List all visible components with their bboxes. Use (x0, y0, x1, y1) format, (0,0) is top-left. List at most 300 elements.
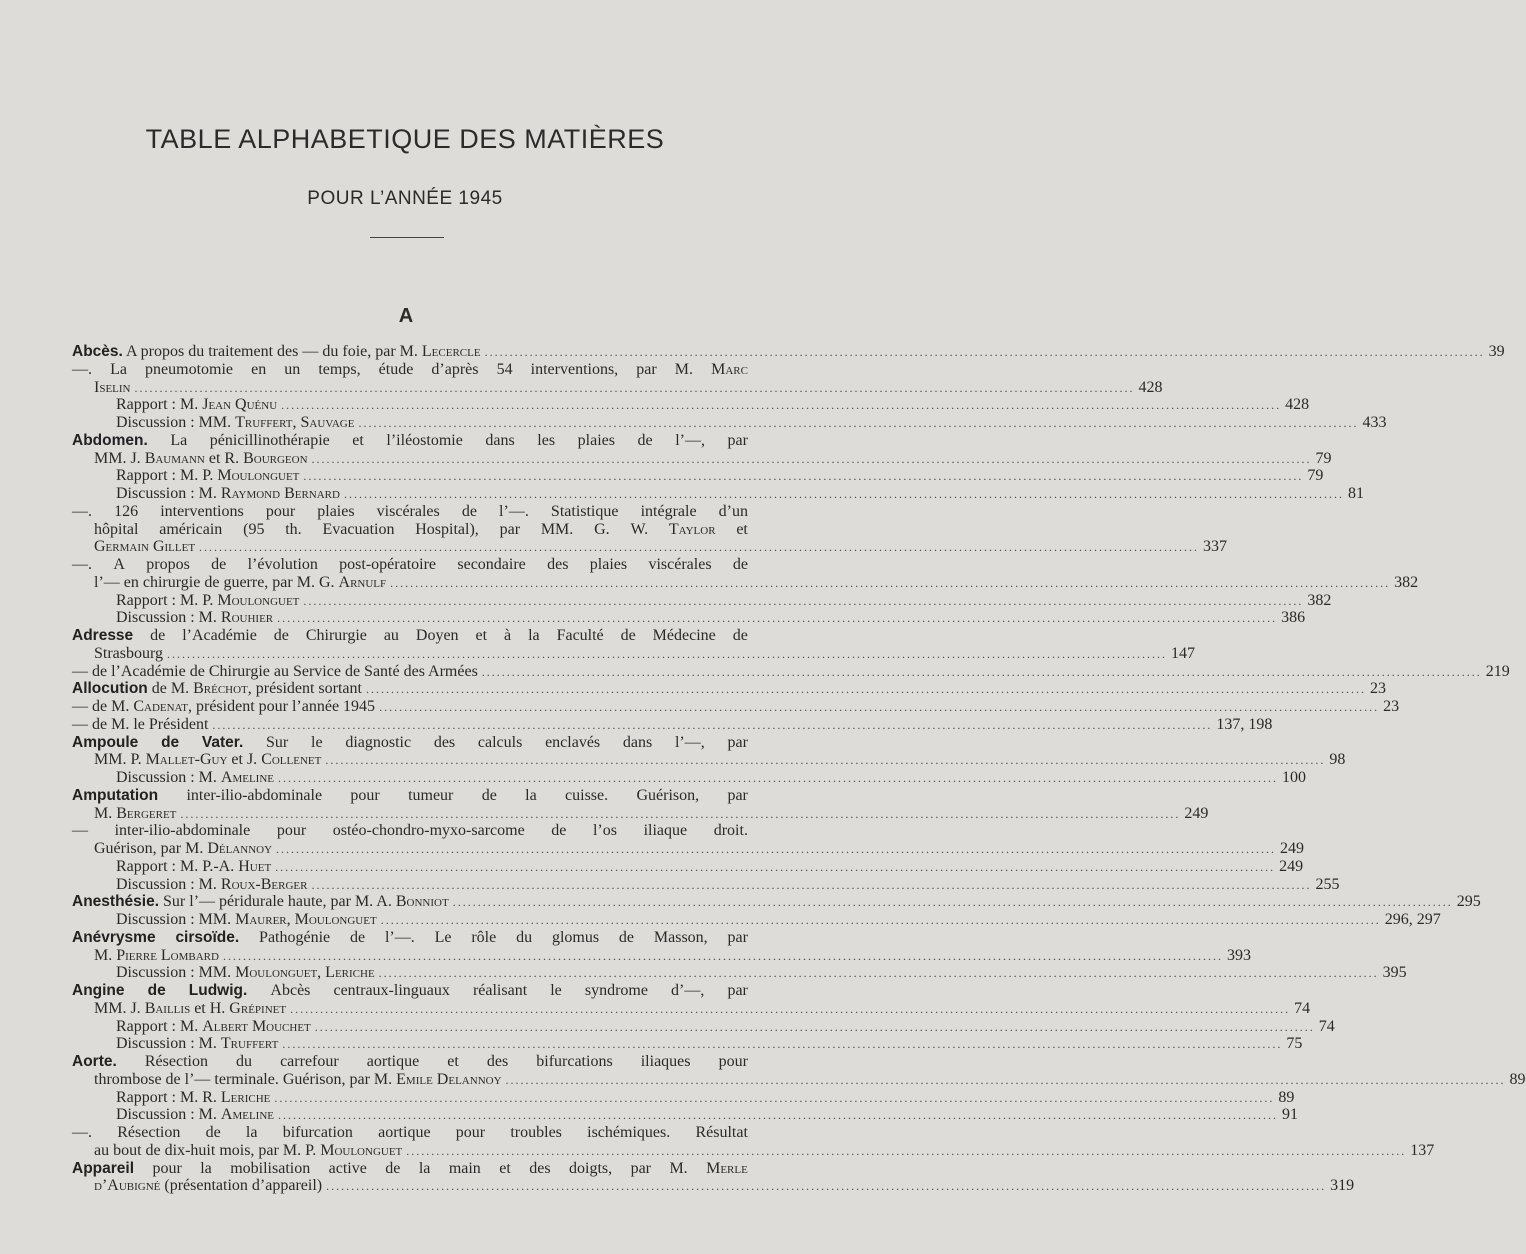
page-number: 81 (1347, 485, 1364, 502)
entry-text: Discussion : MM. (116, 911, 236, 928)
entry-text-word: centraux-linguaux (333, 982, 450, 999)
index-line (72, 573, 1419, 592)
leader-dots: ........................................................................................................................................................................................................ (343, 487, 1344, 501)
entry-text-word: Résection (144, 1053, 208, 1070)
page-number: 386 (1281, 609, 1306, 627)
entry-text: Sur l’— péridurale haute, par M. A. (159, 893, 396, 911)
entry-text-word: secondaire (457, 556, 526, 573)
entry-text-word: MM. (540, 520, 574, 538)
title-rule (370, 237, 444, 238)
author-name: Moulonguet (320, 1141, 403, 1159)
entry-text-word: pour (152, 1159, 182, 1177)
entry-text-word: La (110, 360, 127, 378)
entry-text: de M. (147, 680, 194, 698)
entry-text: Rapport : M. P. (116, 591, 218, 609)
entry-text: Discussion : M. (116, 1035, 221, 1053)
leader-dots: ........................................................................................................................................................................................................ (390, 575, 1391, 590)
author-name: Emile Delannoy (396, 1070, 502, 1088)
author-name: Mallet-Guy (145, 751, 228, 769)
entry-text-word: l’—. (499, 502, 529, 520)
leader-dots: ........................................................................................................................................................................................................ (276, 842, 1277, 856)
entry-text-word: interventions (160, 502, 244, 520)
entry-text: MM. J. (94, 449, 145, 467)
entry-text-word: l’os (592, 822, 617, 840)
entry-text-word: et (475, 627, 488, 644)
entry-text-word: carrefour (280, 1053, 339, 1070)
index-line (72, 432, 748, 450)
entry-text-word: et (352, 431, 364, 449)
entry-text-word: de (481, 786, 497, 804)
page-number: 319 (1330, 1177, 1355, 1195)
entry-text-word: du (516, 928, 533, 946)
author-name: Roux-Berger (220, 875, 308, 893)
author-name: Bréchot (193, 680, 248, 698)
leader-dots: ........................................................................................................................................................................................................ (282, 1037, 1283, 1052)
author-name-word: Marc (711, 360, 748, 378)
entry-text-word: la (200, 1159, 212, 1177)
entry-body (116, 467, 299, 485)
page-number: 79 (1307, 467, 1324, 485)
entry-text-word: Hospital), (415, 520, 479, 538)
page-number: 100 (1282, 769, 1307, 786)
entry-text-word: inter-ilio-abdominale (114, 822, 251, 840)
entry-body (116, 592, 299, 610)
entry-text: — de M. le Président (72, 715, 209, 733)
page-number: 433 (1362, 414, 1387, 431)
page-number: 249 (1280, 840, 1305, 857)
entry-text-word: et (447, 1053, 459, 1070)
entry-text-word: l’iléostomie (386, 431, 463, 449)
entry-text: et J. (227, 751, 262, 769)
entry-text-word: main (448, 1159, 481, 1177)
entry-text-word: mobilisation (230, 1159, 311, 1177)
entry-text: Discussion : M. (116, 875, 221, 893)
entry-text-word: d’—, (671, 982, 705, 999)
leader-dots: ........................................................................................................................................................................................................ (379, 700, 1380, 714)
entry-text: MM. P. (94, 751, 146, 769)
page-number: 89 (1509, 1070, 1526, 1088)
entry-text-word: à (504, 627, 512, 644)
section-letter: A (398, 305, 414, 327)
author-name: Jean Quénu (202, 396, 278, 414)
entry-text-word: par (727, 431, 748, 449)
entry-text-word: plaies (577, 431, 615, 449)
entry-text-word: pour (265, 502, 296, 520)
index-line (72, 840, 1305, 858)
entry-text-word: Médecine (652, 627, 716, 644)
author-name: Collenet (261, 751, 322, 769)
entry-text: Rapport : M. (116, 1017, 203, 1035)
entry-text-word: la (525, 786, 537, 804)
page-number: 75 (1286, 1035, 1303, 1053)
entry-text-word: Evacuation (322, 520, 395, 538)
leader-dots: ........................................................................................................................................................................................................ (281, 398, 1282, 413)
index-line (72, 929, 748, 947)
entry-text-word: l’Académie (182, 627, 257, 644)
author-name: Iselin (94, 378, 131, 396)
entry-text-word: M. (674, 360, 694, 378)
entry-body (116, 609, 273, 627)
entry-text: Rapport : M. P.-A. (116, 857, 239, 875)
entry-text: A propos du traitement des — du foie, par M. (122, 343, 422, 360)
entry-text: Discussion : M. (116, 609, 221, 627)
entry-text: Rapport : M. R. (116, 1088, 221, 1106)
page-number: 255 (1315, 875, 1340, 893)
entry-text-word: par (727, 786, 748, 804)
entry-text-word: aortique (366, 1053, 420, 1070)
entry-text: , président sortant (247, 680, 362, 698)
entry-text-word: des (529, 1159, 551, 1177)
entry-text: — de l’Académie de Chirurgie au Service de Santé des Armées (72, 662, 478, 680)
entry-text-word: Chirurgie (305, 627, 367, 644)
index-line (72, 715, 1273, 734)
entry-text-word: de (551, 822, 567, 840)
index-line (72, 1160, 748, 1178)
index-line (72, 822, 748, 840)
entry-keyword-word: Angine (72, 982, 125, 999)
entry-keyword-word: Ampoule (72, 733, 139, 751)
author-name: Bourgeon (243, 449, 308, 467)
entry-body (94, 751, 321, 769)
entry-text-word: par (727, 733, 748, 751)
entry-text-word: A (113, 556, 125, 573)
entry-text-word: diagnostic (345, 733, 412, 751)
page-number: 428 (1285, 396, 1310, 414)
entry-text-word: en (251, 360, 267, 378)
entry-text-word: dans (622, 733, 653, 751)
entry-text-word: des (486, 1053, 509, 1070)
author-name: Germain Gillet (94, 538, 196, 556)
index-line (72, 1141, 1435, 1160)
leader-dots: ........................................................................................................................................................................................................ (481, 664, 1482, 679)
entry-body (72, 343, 481, 361)
entry-text: Strasbourg (94, 644, 164, 662)
author-name: Bergeret (116, 804, 177, 822)
entry-text-word: d’un (718, 502, 748, 520)
entry-body (94, 1177, 322, 1195)
index-line (72, 503, 748, 521)
entry-body (116, 1089, 270, 1107)
index-line (72, 1177, 1355, 1195)
entry-text-word: La (170, 431, 188, 449)
entry-text-word: inter-ilio-abdominale (186, 786, 323, 804)
entry-text-word: le (550, 982, 562, 999)
entry-text-word: de (637, 431, 653, 449)
entry-text-word: Abcès (270, 982, 311, 999)
leader-dots: ........................................................................................................................................................................................................ (212, 717, 1213, 732)
index-line (72, 875, 1340, 894)
entry-text: et R. (204, 449, 244, 467)
entry-text-word: de (461, 502, 477, 520)
entry-text-word: de (350, 928, 366, 946)
entry-text-word: Sur (266, 733, 289, 751)
entry-text: Discussion : M. (116, 769, 221, 786)
entry-text-word: pneumotomie (145, 360, 234, 378)
index-line (72, 378, 1163, 397)
entry-text-word: étude (378, 360, 414, 378)
entry-body (116, 1035, 278, 1053)
entry-text-word: l’évolution (247, 556, 318, 573)
entry-text-word: pour (455, 1124, 486, 1141)
entry-text-word: —. (72, 556, 92, 573)
entry-text-word: par (727, 982, 748, 999)
entry-text: Discussion : M. (116, 1106, 221, 1124)
author-name: Grépinet (229, 999, 287, 1017)
leader-dots: ........................................................................................................................................................................................................ (314, 1019, 1315, 1034)
leader-dots: ........................................................................................................................................................................................................ (484, 345, 1485, 359)
entry-body (94, 538, 195, 556)
entry-text-word: G. (594, 520, 610, 538)
entry-text: — de M. (72, 698, 134, 715)
entry-text-word: tumeur (408, 786, 454, 804)
entry-keyword-word: Adresse (72, 627, 134, 644)
entry-text-word: 126 (114, 502, 139, 520)
author-name: Bonniot (395, 893, 449, 911)
index-line (72, 644, 1196, 663)
index-line (72, 999, 1311, 1018)
author-name: Baumann (144, 449, 205, 467)
author-name-word: Taylor (668, 520, 716, 538)
entry-body (116, 911, 377, 929)
leader-dots: ........................................................................................................................................................................................................ (311, 877, 1312, 892)
index-line (72, 698, 1400, 716)
entry-text-word: viscérales (376, 502, 440, 520)
page-number: 296, 297 (1384, 911, 1441, 928)
index-line (72, 591, 1332, 610)
entry-text-word: plaies (317, 502, 355, 520)
entry-text-word: Masson, (653, 928, 708, 946)
entry-keyword-word: de (161, 733, 180, 751)
entry-text-word: doigts, (569, 1159, 613, 1177)
entry-text: Discussion : M. (116, 485, 221, 502)
entry-text-word: droit. (713, 822, 748, 840)
entry-text: l’— en chirurgie de guerre, par M. G. (94, 573, 339, 591)
index-line (72, 893, 1481, 911)
entry-text-word: — (72, 822, 88, 840)
entry-keyword-word: Amputation (72, 786, 159, 804)
leader-dots: ........................................................................................................................................................................................................ (167, 646, 1168, 661)
index-line (72, 1017, 1335, 1036)
leader-dots: ........................................................................................................................................................................................................ (274, 1090, 1275, 1105)
index-line (72, 804, 1209, 823)
page-number: 382 (1307, 591, 1332, 609)
index-line (72, 751, 1346, 769)
entry-text: et H. (190, 999, 230, 1017)
page-number: 79 (1315, 449, 1332, 467)
entry-text-word: —. (72, 502, 92, 520)
index-line (72, 982, 748, 1000)
entry-text-word: par (727, 928, 748, 946)
entry-text-word: rôle (471, 928, 497, 946)
page-number: 337 (1203, 538, 1228, 556)
entry-text-word: Résultat (695, 1124, 748, 1141)
entry-text: au bout de dix-huit mois, par M. P. (94, 1141, 321, 1159)
index-line (72, 485, 1364, 503)
page-number: 39 (1488, 343, 1505, 360)
entry-body (116, 396, 277, 414)
entry-body (116, 1018, 311, 1036)
page-title: TABLE ALPHABETIQUE DES MATIÈRES (145, 124, 665, 154)
author-name: Huet (238, 857, 272, 875)
entry-text-word: d’après (431, 360, 479, 378)
index-line (72, 627, 748, 645)
entry-text-word: du (236, 1053, 253, 1070)
entry-text-word: iliaques (640, 1053, 691, 1070)
author-name: Moulonguet (217, 467, 300, 485)
page-number: 98 (1329, 751, 1346, 769)
index-line (72, 1106, 1299, 1124)
leader-dots: ........................................................................................................................................................................................................ (326, 1179, 1327, 1194)
entry-text-word: (95 (243, 520, 265, 538)
index-line (72, 538, 1228, 556)
index-line (72, 857, 1304, 876)
entry-text-word: par (630, 1159, 651, 1177)
entry-text-word: de (618, 928, 635, 946)
index-line (72, 769, 1307, 787)
entry-text-word: viscérales (648, 556, 712, 573)
entry-text: Discussion : MM. (116, 414, 236, 431)
entry-text-word: l’—, (675, 431, 705, 449)
entry-body (94, 645, 163, 663)
entry-keyword: Allocution (72, 680, 148, 698)
entry-text-word: au (383, 627, 399, 644)
author-name: Raymond Bernard (220, 485, 340, 502)
author-name: Rouhier (220, 609, 274, 627)
index-line (72, 787, 748, 805)
leader-dots: ........................................................................................................................................................................................................ (406, 1143, 1407, 1158)
entry-keyword-word: Ludwig. (188, 982, 248, 999)
author-name: Pierre Lombard (116, 946, 219, 964)
index-line (72, 343, 1505, 361)
entry-text-word: temps, (318, 360, 361, 378)
entry-text-word: active (328, 1159, 367, 1177)
entry-text-word: le (311, 733, 323, 751)
page-number: 395 (1382, 964, 1407, 982)
entry-text: M. (94, 946, 117, 964)
leader-dots: ........................................................................................................................................................................................................ (180, 806, 1181, 821)
author-name: Truffert, Sauvage (235, 414, 355, 431)
page-number: 382 (1394, 573, 1419, 591)
index-line (72, 1088, 1295, 1107)
leader-dots: ........................................................................................................................................................................................................ (358, 416, 1359, 430)
entry-body (116, 1106, 274, 1124)
entry-text-word: de (150, 627, 166, 644)
entry-body (116, 858, 271, 876)
entry-text-word: calculs (477, 733, 523, 751)
entry-text-word: la (528, 627, 540, 644)
index-line (72, 361, 748, 379)
entry-text-word: les (537, 431, 556, 449)
entry-body (116, 964, 375, 982)
entry-text-word: la (418, 1159, 431, 1177)
page-number: 249 (1279, 857, 1304, 875)
entry-text-word: bifurcation (282, 1124, 353, 1141)
entry-body (72, 680, 362, 698)
entry-body (72, 663, 478, 681)
index-line (72, 911, 1441, 929)
entry-keyword-word: cirsoïde. (175, 928, 240, 946)
entry-body (94, 379, 131, 397)
page-number: 137, 198 (1216, 715, 1273, 733)
entry-text-word: l’—, (674, 733, 705, 751)
entry-text-word: post-opératoire (339, 556, 437, 573)
page-number: 91 (1282, 1106, 1299, 1124)
index-line (72, 946, 1251, 965)
leader-dots: ........................................................................................................................................................................................................ (199, 540, 1200, 555)
entry-text-word: de (620, 627, 636, 644)
entry-text-word: enclavés (545, 733, 601, 751)
page-number: 249 (1184, 804, 1209, 822)
page-number: 147 (1171, 644, 1196, 662)
author-name: Moulonguet, Leriche (235, 964, 375, 982)
entry-text-word: hôpital (94, 520, 139, 538)
page-number: 219 (1485, 662, 1510, 680)
entry-text-word: intégrale (640, 502, 697, 520)
page-number: 74 (1294, 999, 1311, 1017)
entry-text-word: par (499, 520, 521, 538)
author-name: Ameline (220, 769, 275, 786)
entry-keyword: Anesthésie. (72, 893, 160, 911)
leader-dots: ........................................................................................................................................................................................................ (134, 380, 1135, 395)
entry-body (94, 840, 272, 858)
entry-text-word: aortique (378, 1124, 431, 1141)
entry-body (116, 876, 307, 894)
entry-text-word: cuisse. (565, 786, 609, 804)
leader-dots: ........................................................................................................................................................................................................ (278, 1108, 1279, 1123)
index-line (72, 414, 1387, 432)
entry-text-word: glomus (551, 928, 600, 946)
index-line (72, 662, 1510, 681)
entry-text-word: la (245, 1124, 258, 1141)
index-line (72, 734, 748, 752)
entry-text-word: pour (718, 1053, 748, 1070)
entry-text: thrombose de l’— terminale. Guérison, par M. (94, 1070, 397, 1088)
entry-text-word: de (732, 556, 748, 573)
author-name: Ameline (220, 1106, 275, 1124)
entry-keyword-word: de (147, 982, 166, 999)
entry-body (116, 485, 340, 503)
entry-text-word: de (273, 627, 289, 644)
entry-text-word: pénicillinothérapie (209, 431, 330, 449)
entry-text-word: Guérison, (636, 786, 700, 804)
leader-dots: ........................................................................................................................................................................................................ (275, 859, 1276, 874)
leader-dots: ........................................................................................................................................................................................................ (303, 593, 1304, 608)
index-line (72, 521, 748, 539)
author-name: Maurer, Moulonguet (235, 911, 377, 928)
index-line (72, 1053, 748, 1071)
entry-text-word: ischémiques. (587, 1124, 671, 1141)
entry-text: Rapport : M. (116, 396, 203, 414)
entry-text-word: —. (72, 360, 92, 378)
entry-text-word: de (732, 627, 748, 644)
entry-text-word: réalisant (472, 982, 528, 999)
index-line (72, 964, 1407, 982)
entry-keyword-word: Abdomen. (72, 431, 148, 449)
leader-dots: ........................................................................................................................................................................................................ (452, 895, 1453, 910)
entry-body (94, 947, 219, 965)
entry-body (72, 893, 449, 911)
entry-text: Discussion : MM. (116, 964, 236, 982)
entry-text-word: dans (485, 431, 515, 449)
entry-text-word: 54 (496, 360, 513, 378)
leader-dots: ........................................................................................................................................................................................................ (278, 771, 1279, 785)
leader-dots: ........................................................................................................................................................................................................ (380, 913, 1381, 927)
author-name: Baillis (144, 999, 191, 1017)
entry-text-word: M. (669, 1159, 688, 1177)
entry-text-word: propos (146, 556, 190, 573)
leader-dots: ........................................................................................................................................................................................................ (505, 1072, 1506, 1087)
entry-body (72, 716, 208, 734)
